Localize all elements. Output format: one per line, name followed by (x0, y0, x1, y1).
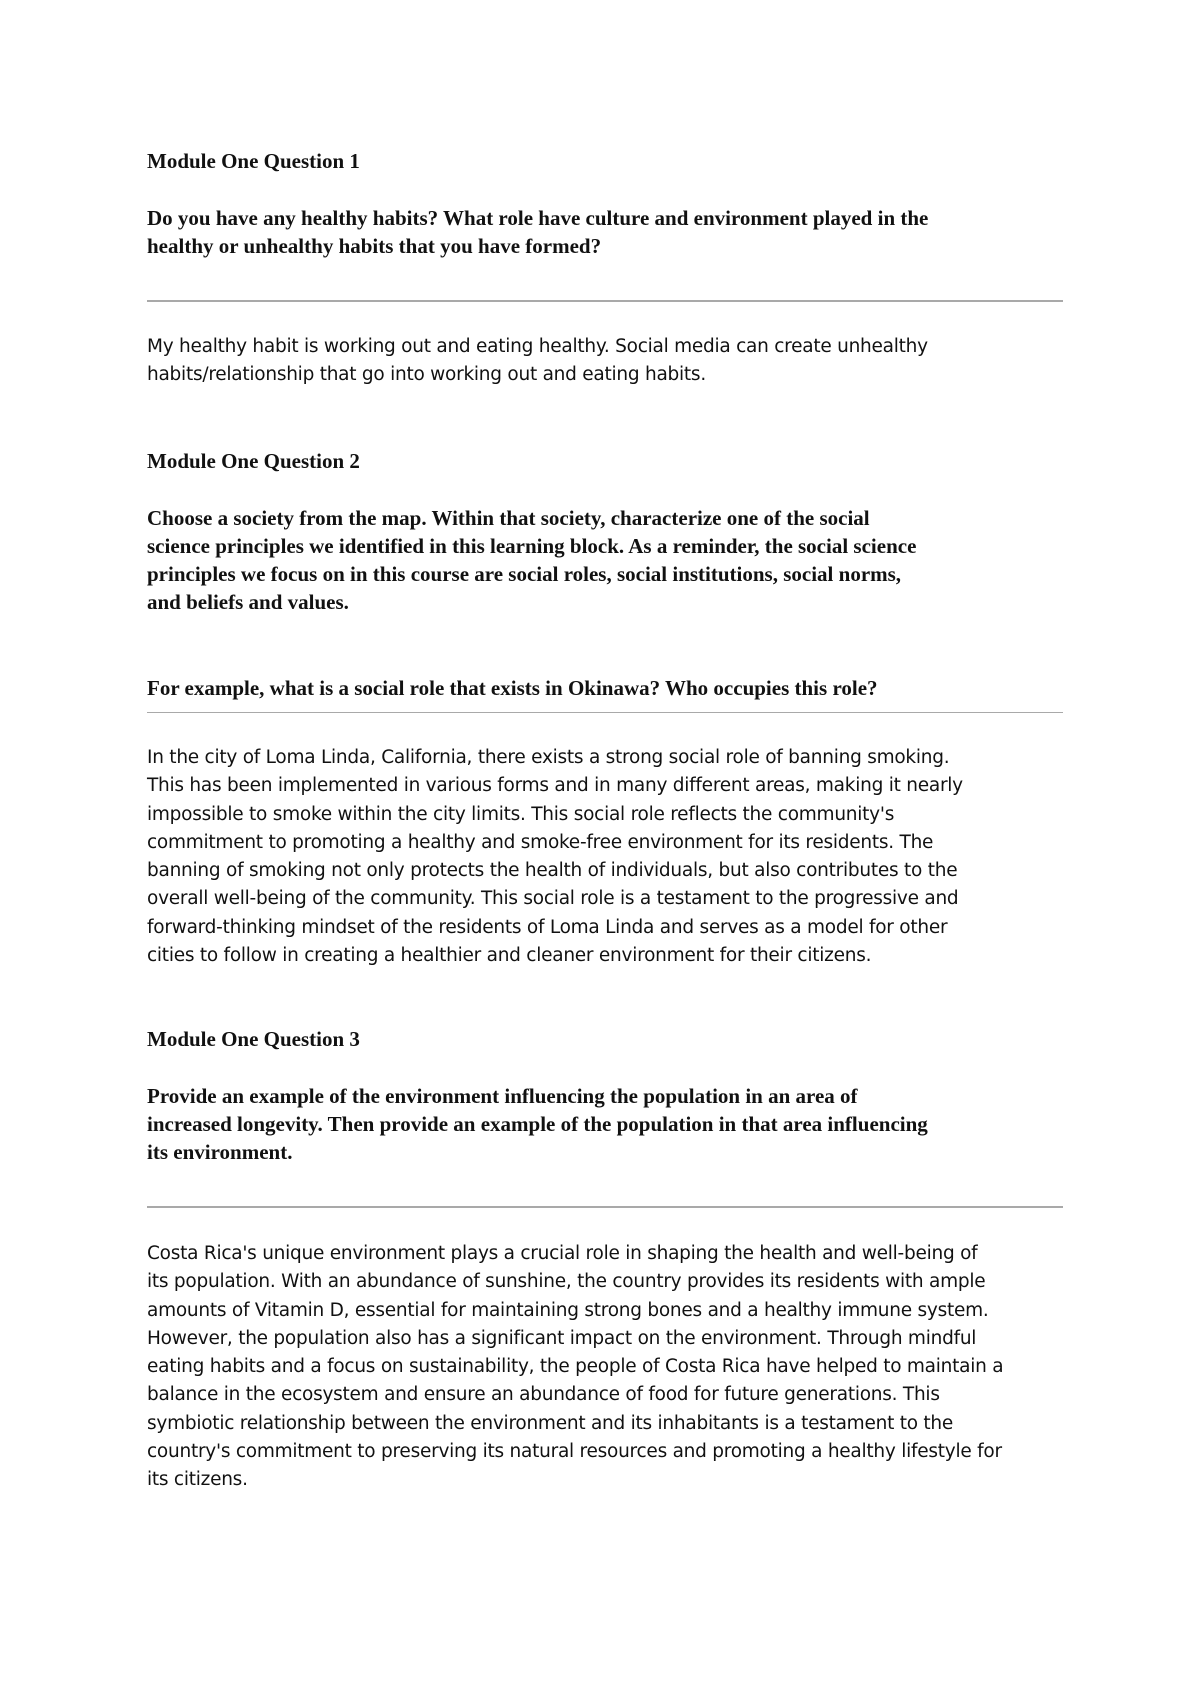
answer-line: commitment to promoting a healthy and smoke-free environment for its residents. The (147, 831, 934, 853)
answer-line: cities to follow in creating a healthier and cleaner environment for their citizens. (147, 945, 872, 967)
answer-line: eating habits and a focus on sustainability, the people of Costa Rica have helped to maintain a (147, 1356, 1004, 1378)
answer-line: habits/relationship that go into working out and eating habits. (147, 364, 706, 386)
answer-line: symbiotic relationship between the environment and its inhabitants is a testament to the (147, 1412, 954, 1434)
answer-line: This has been implemented in various forms and in many different areas, making it nearly (147, 775, 963, 797)
module-3-title: Module One Question 3 (147, 1027, 360, 1051)
answer-line: its population. With an abundance of sunshine, the country provides its residents with ample (147, 1271, 986, 1293)
module-2-question (147, 504, 1082, 616)
answer-line: forward-thinking mindset of the residents of Loma Linda and serves as a model for other (147, 916, 948, 938)
answer-line: amounts of Vitamin D, essential for maintaining strong bones and a healthy immune system. (147, 1299, 989, 1321)
question-line: increased longevity. Then provide an example of the population in that area influencing (147, 1112, 928, 1136)
question-line: and beliefs and values. (147, 590, 349, 614)
answer-divider (147, 300, 1063, 302)
module-3-answer (147, 1240, 1072, 1495)
module-1-question (147, 204, 1082, 260)
module-1-answer (147, 333, 1072, 390)
module-2-example-question: For example, what is a social role that exists in Okinawa? Who occupies this role? (147, 676, 878, 700)
answer-line: My healthy habit is working out and eating healthy. Social media can create unhealthy (147, 336, 928, 357)
module-2-title: Module One Question 2 (147, 449, 360, 473)
answer-line: banning of smoking not only protects the health of individuals, but also contributes to the (147, 860, 958, 882)
answer-line: balance in the ecosystem and ensure an abundance of food for future generations. This (147, 1384, 940, 1406)
answer-line: overall well-being of the community. This social role is a testament to the progressive and (147, 888, 959, 910)
module-1-title: Module One Question 1 (147, 149, 360, 173)
question-line: Choose a society from the map. Within that society, characterize one of the social (147, 506, 870, 530)
answer-divider (147, 1206, 1063, 1208)
answer-line: However, the population also has a significant impact on the environment. Through mindful (147, 1327, 977, 1349)
question-line: Provide an example of the environment influencing the population in an area of (147, 1084, 858, 1108)
module-3-question (147, 1082, 1082, 1166)
question-line: science principles we identified in this learning block. As a reminder, the social science (147, 534, 917, 558)
question-line: principles we focus on in this course are social roles, social institutions, social norms, (147, 562, 902, 586)
question-line: Do you have any healthy habits? What role have culture and environment played in the (147, 206, 929, 230)
answer-line: Costa Rica's unique environment plays a crucial role in shaping the health and well-being of (147, 1243, 978, 1264)
question-line: healthy or unhealthy habits that you have formed? (147, 234, 602, 258)
answer-line: impossible to smoke within the city limits. This social role reflects the community's (147, 803, 895, 825)
question-line: its environment. (147, 1140, 293, 1164)
answer-line: country's commitment to preserving its natural resources and promoting a healthy lifestyle for (147, 1441, 1002, 1463)
answer-divider (147, 712, 1063, 713)
module-2-answer (147, 744, 1072, 970)
answer-line: its citizens. (147, 1469, 248, 1491)
answer-line: In the city of Loma Linda, California, there exists a strong social role of banning smoking. (147, 747, 950, 768)
